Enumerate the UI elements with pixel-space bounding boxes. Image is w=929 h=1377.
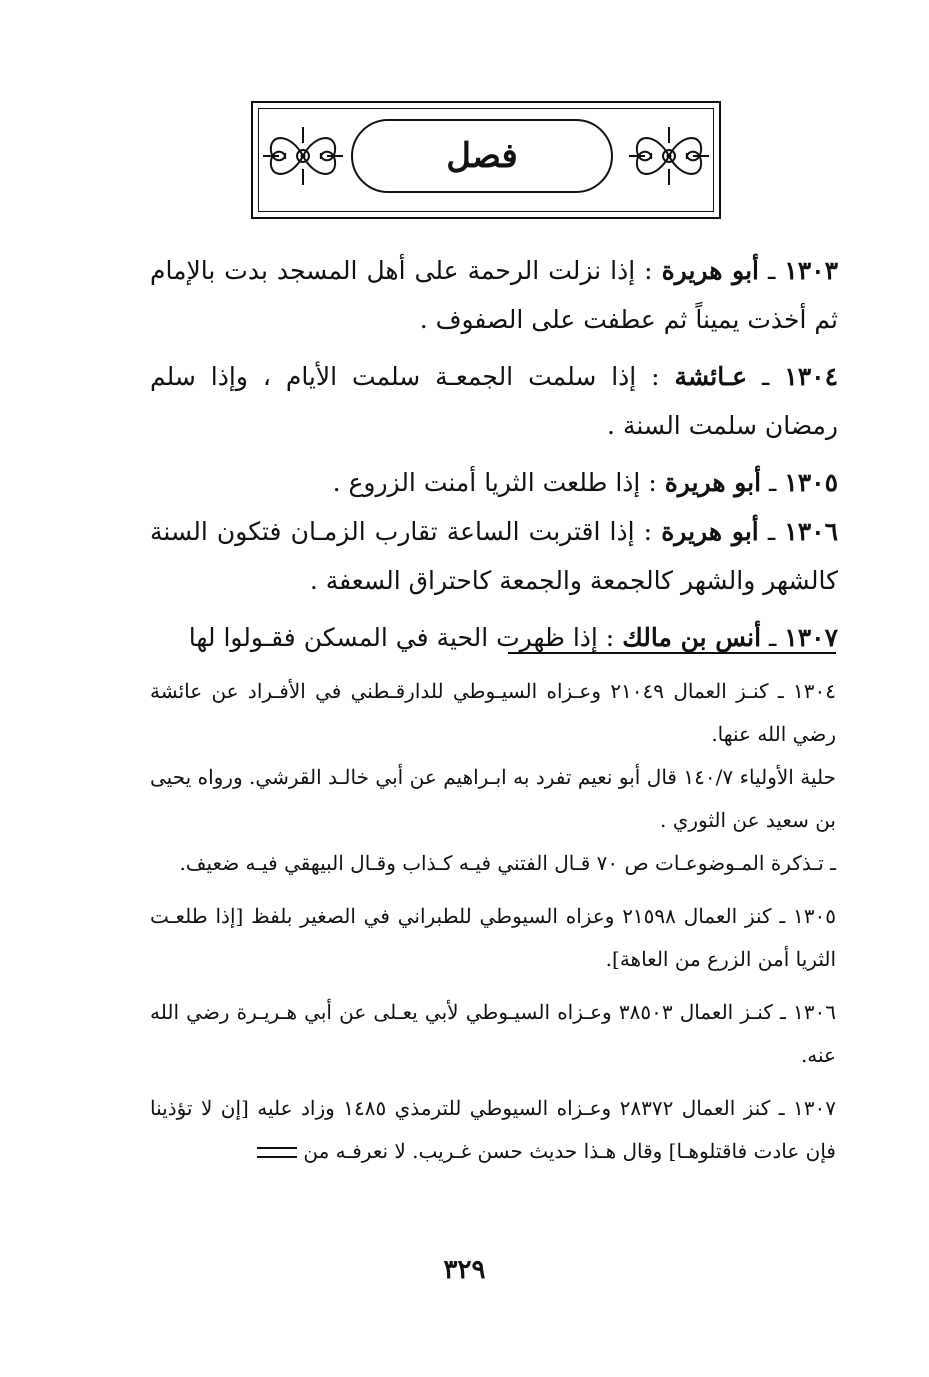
hadith-narrator: عـائشة	[674, 362, 748, 391]
title-cartouche	[351, 119, 613, 193]
hadith-text: : إذا اقتربت الساعة تقارب الزمـان فتكون السنة كالشهر والشهر كالجمعة والجمعة كاحتراق السعفة .	[150, 517, 838, 595]
hadith-entry: ١٣٠٧ ـ أنس بن مالك : إذا ظهرت الحية في المسكن فقـولوا لها	[188, 623, 838, 652]
continuation-mark	[257, 1147, 297, 1158]
hadith-entry: ١٣٠٥ ـ أبو هريرة : إذا طلعت الثريا أمنت الزروع .	[332, 468, 838, 497]
footnote-continued	[150, 1087, 836, 1173]
footnote-separator	[508, 652, 836, 654]
hadith-text: : إذا سلمت الجمعـة سلمت الأيام ، وإذا سلم رمضان سلمت السنة .	[150, 362, 838, 440]
chapter-header-frame	[251, 101, 721, 219]
footnote: ١٣٠٥ ـ كنز العمال ٢١٥٩٨ وعزاه السيوطي للطبراني في الصغير بلفظ [إذا طلعـت الثريا أمن الزرع من العاهة].	[150, 904, 836, 971]
footnote: ١٣٠٦ ـ كنـز العمال ٣٨٥٠٣ وعـزاه السيـوطي لأبي يعـلى عن أبي هـريـرة رضي الله عنه.	[150, 1000, 836, 1067]
page-number: ٣٢٩	[443, 1255, 486, 1285]
hadith-number: ١٣٠٤	[784, 362, 838, 391]
hadith-narrator: أبو هريرة	[664, 468, 762, 497]
hadith-text: : إذا طلعت الثريا أمنت الزروع .	[332, 468, 657, 497]
hadith-number: ١٣٠٣	[784, 256, 839, 285]
footnote-text: ١٣٠٧ ـ كنز العمال ٢٨٣٧٢ وعـزاه السيوطي للترمذي ١٤٨٥ وزاد عليه [إن لا تؤذينا فإن عادت فاقتلوهـا] وقال هـذا حديث حسن غـريب. لا نعرفـه من	[150, 1096, 836, 1163]
hadith-number: ١٣٠٥	[784, 468, 838, 497]
hadith-number: ١٣٠٧	[784, 623, 838, 652]
hadith-list	[150, 246, 838, 662]
footnote: حلية الأولياء ١٤٠/٧ قال أبو نعيم تفرد به ابـراهيم عن أبي خالـد القرشي. ورواه يحيى بن سعيد عن الثوري .	[150, 765, 836, 832]
hadith-entry: ١٣٠٦ ـ أبو هريرة : إذا اقتربت الساعة تقارب الزمـان فتكون السنة كالشهر والشهر كالجمعة والجمعة كاحتراق السعفة .	[150, 517, 839, 595]
chapter-title: فصل	[446, 136, 518, 176]
footnote: ١٣٠٤ ـ كنـز العمال ٢١٠٤٩ وعـزاه السيـوطي للدارقـطني في الأفـراد عن عائشة رضي الله عنها.	[150, 679, 836, 746]
hadith-narrator: أبو هريرة	[661, 256, 759, 285]
footnote: ـ تـذكرة المـوضوعـات ص ٧٠ قـال الفتني فيـه كـذاب وقـال البيهقي فيـه ضعيف.	[179, 851, 836, 875]
hadith-text: : إذا نزلت الرحمة على أهل المسجد بدت بالإمام ثم أخذت يميناً ثم عطفت على الصفوف .	[150, 256, 838, 334]
hadith-number: ١٣٠٦	[784, 517, 839, 546]
footnotes	[150, 670, 836, 1173]
floral-ornament-icon	[627, 121, 711, 191]
hadith-narrator: أنس بن مالك	[622, 623, 762, 652]
hadith-text: : إذا ظهرت الحية في المسكن فقـولوا لها	[188, 623, 615, 652]
floral-ornament-icon	[261, 121, 345, 191]
hadith-entry: ١٣٠٣ ـ أبو هريرة : إذا نزلت الرحمة على أهل المسجد بدت بالإمام ثم أخذت يميناً ثم عطفت على الصفوف .	[150, 256, 839, 334]
hadith-narrator: أبو هريرة	[661, 517, 759, 546]
hadith-entry: ١٣٠٤ ـ عـائشة : إذا سلمت الجمعـة سلمت الأيام ، وإذا سلم رمضان سلمت السنة .	[150, 362, 838, 440]
